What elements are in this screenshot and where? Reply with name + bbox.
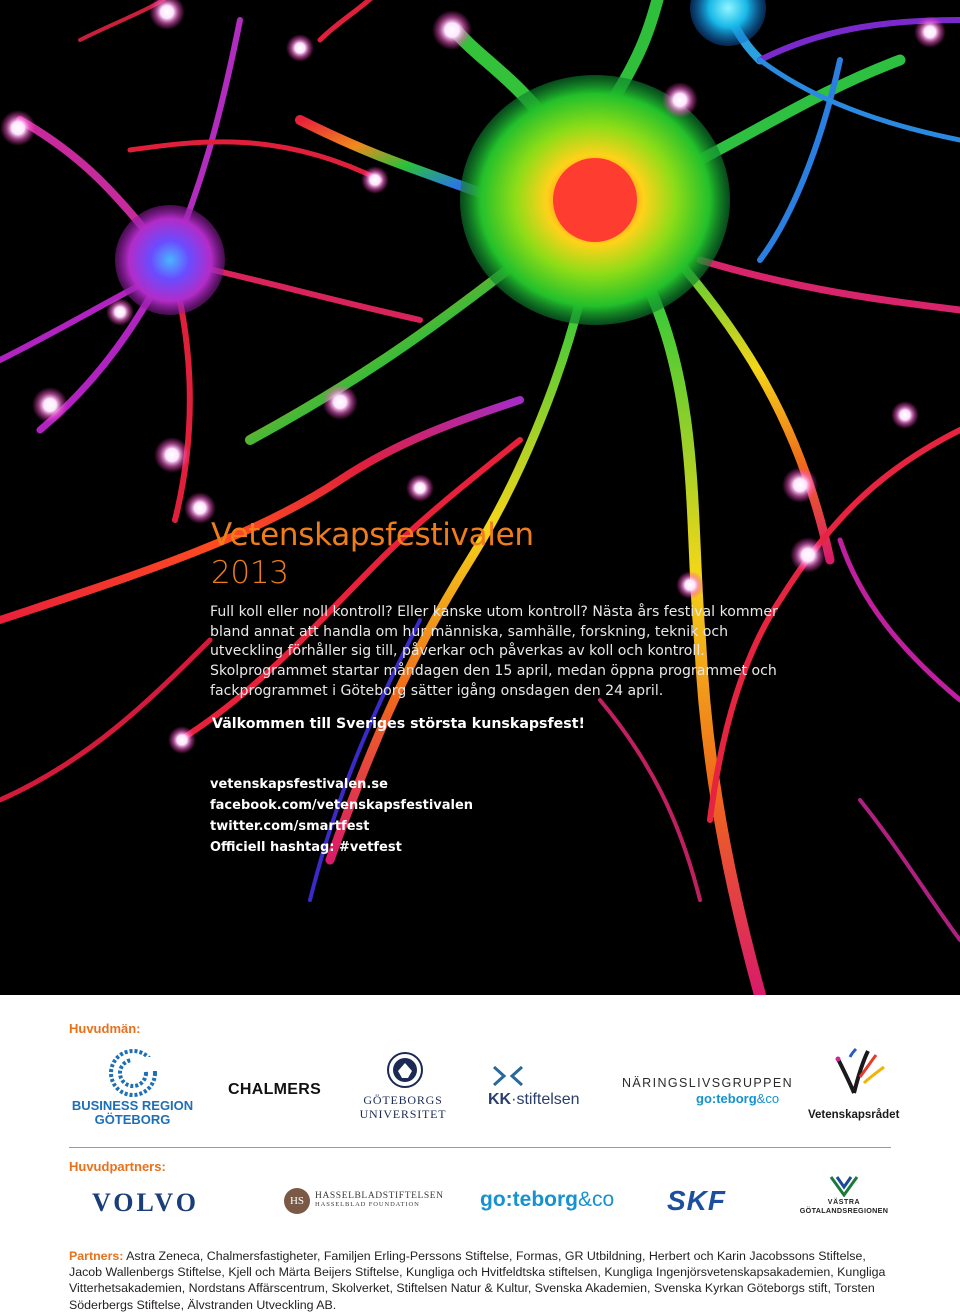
vgr-logo [797, 1175, 891, 1219]
gu-seal-icon [386, 1051, 424, 1089]
sponsors-section [0, 995, 960, 1313]
vetenskapsradet-logo [806, 1047, 900, 1127]
festival-intro-text: Full koll eller noll kontroll? Eller kanske utom kontroll? Nästa års festival kommer bland annat att handla om hur människa, samhälle, forskning, teknik och utveckling förhåller sig till, påverkar och påverkas av koll och kontroll. Skolprogrammet startar måndagen den 15 april, medan öppna programmet och fackprogrammet i Göteborg sätter igång onsdagen den 24 april. [210, 604, 778, 699]
gu-logo [355, 1051, 451, 1123]
skf-logo: SKF [667, 1185, 726, 1216]
naringslivsgruppen-logo [622, 1076, 794, 1106]
goteborg-co-text: &co [577, 1188, 615, 1211]
naringsliv-goteborg: go:teborg [696, 1091, 757, 1106]
vgr-line1: VÄSTRA [827, 1199, 861, 1206]
naringsliv-co: &co [756, 1091, 780, 1106]
vgr-line2: GÖTALANDSREGIONEN [799, 1206, 889, 1215]
vgr-mark-icon [829, 1175, 859, 1197]
twitter-link[interactable]: twitter.com/smartfest [210, 819, 370, 834]
huvudman-label: Huvudmän: [69, 1021, 141, 1036]
hasselblad-mark [284, 1188, 310, 1214]
chalmers-logo: CHALMERS [228, 1081, 322, 1098]
gu-line2: UNIVERSITET [359, 1107, 447, 1121]
facebook-link[interactable]: facebook.com/vetenskapsfestivalen [210, 798, 474, 813]
kk-arrows-icon [490, 1065, 526, 1087]
divider-line [69, 1147, 891, 1148]
huvudpartners-label: Huvudpartners: [69, 1159, 166, 1174]
gu-line1: GÖTEBORGS [363, 1093, 443, 1107]
festival-year: 2013 [211, 555, 289, 591]
hasselblad-line1: HASSELBLADSTIFTELSEN [315, 1191, 444, 1201]
festival-name: Vetenskapsfestivalen [211, 517, 534, 553]
partners-names: Astra Zeneca, Chalmersfastigheter, Familjen Erling-Perssons Stiftelse, Formas, GR Utbildning, Herbert och Karin Jacobssons Stiftelse, Jacob Wallenbergs Stiftelse, Kjell och Märta Beijers Stiftelse, Kungliga och Hvitfeldtska stiftelsen, Kungliga Ingenjörsvetenskapsakademien, Kungliga Vitterhetsakademien, Nordstans Affärscentrum, Skolverket, Stiftelsen Natur & Kultur, Svenska Akademien, Svenska Kyrkan Göteborgs stift, Torsten Söderbergs Stiftelse, Älvstranden Utveckling AB. [69, 1249, 886, 1312]
vetenskapsradet-name: Vetenskapsrådet [808, 1109, 900, 1121]
festival-title [211, 516, 534, 592]
website-link[interactable]: vetenskapsfestivalen.se [210, 777, 388, 792]
welcome-text: Välkommen till Sveriges största kunskapsfest! [212, 716, 585, 732]
naringsliv-line1: NÄRINGSLIVSGRUPPEN [622, 1076, 794, 1090]
kk-stiftelsen-logo [488, 1065, 598, 1117]
hasselblad-line2: HASSELBLAD FOUNDATION [315, 1201, 420, 1208]
vetenskapsradet-mark-icon [830, 1047, 890, 1099]
festival-links [210, 774, 473, 858]
business-region-line1: BUSINESS REGION [71, 1098, 194, 1113]
goteborg-text: go:teborg [480, 1188, 578, 1211]
business-region-line2: GÖTEBORG [94, 1112, 171, 1127]
partners-label: Partners: [69, 1249, 124, 1263]
business-region-mark-icon [103, 1047, 163, 1099]
hashtag-text: Officiell hashtag: #vetfest [210, 840, 402, 855]
hasselblad-logo [284, 1188, 444, 1218]
volvo-logo: VOLVO [92, 1188, 199, 1217]
hasselblad-mark-text: HS [289, 1195, 305, 1207]
goteborg-co-logo [480, 1188, 614, 1212]
partners-list [69, 1248, 897, 1313]
kk-suffix: ·stiftelsen [511, 1091, 580, 1108]
business-region-logo [70, 1047, 195, 1127]
kk-prefix: KK [488, 1091, 512, 1108]
